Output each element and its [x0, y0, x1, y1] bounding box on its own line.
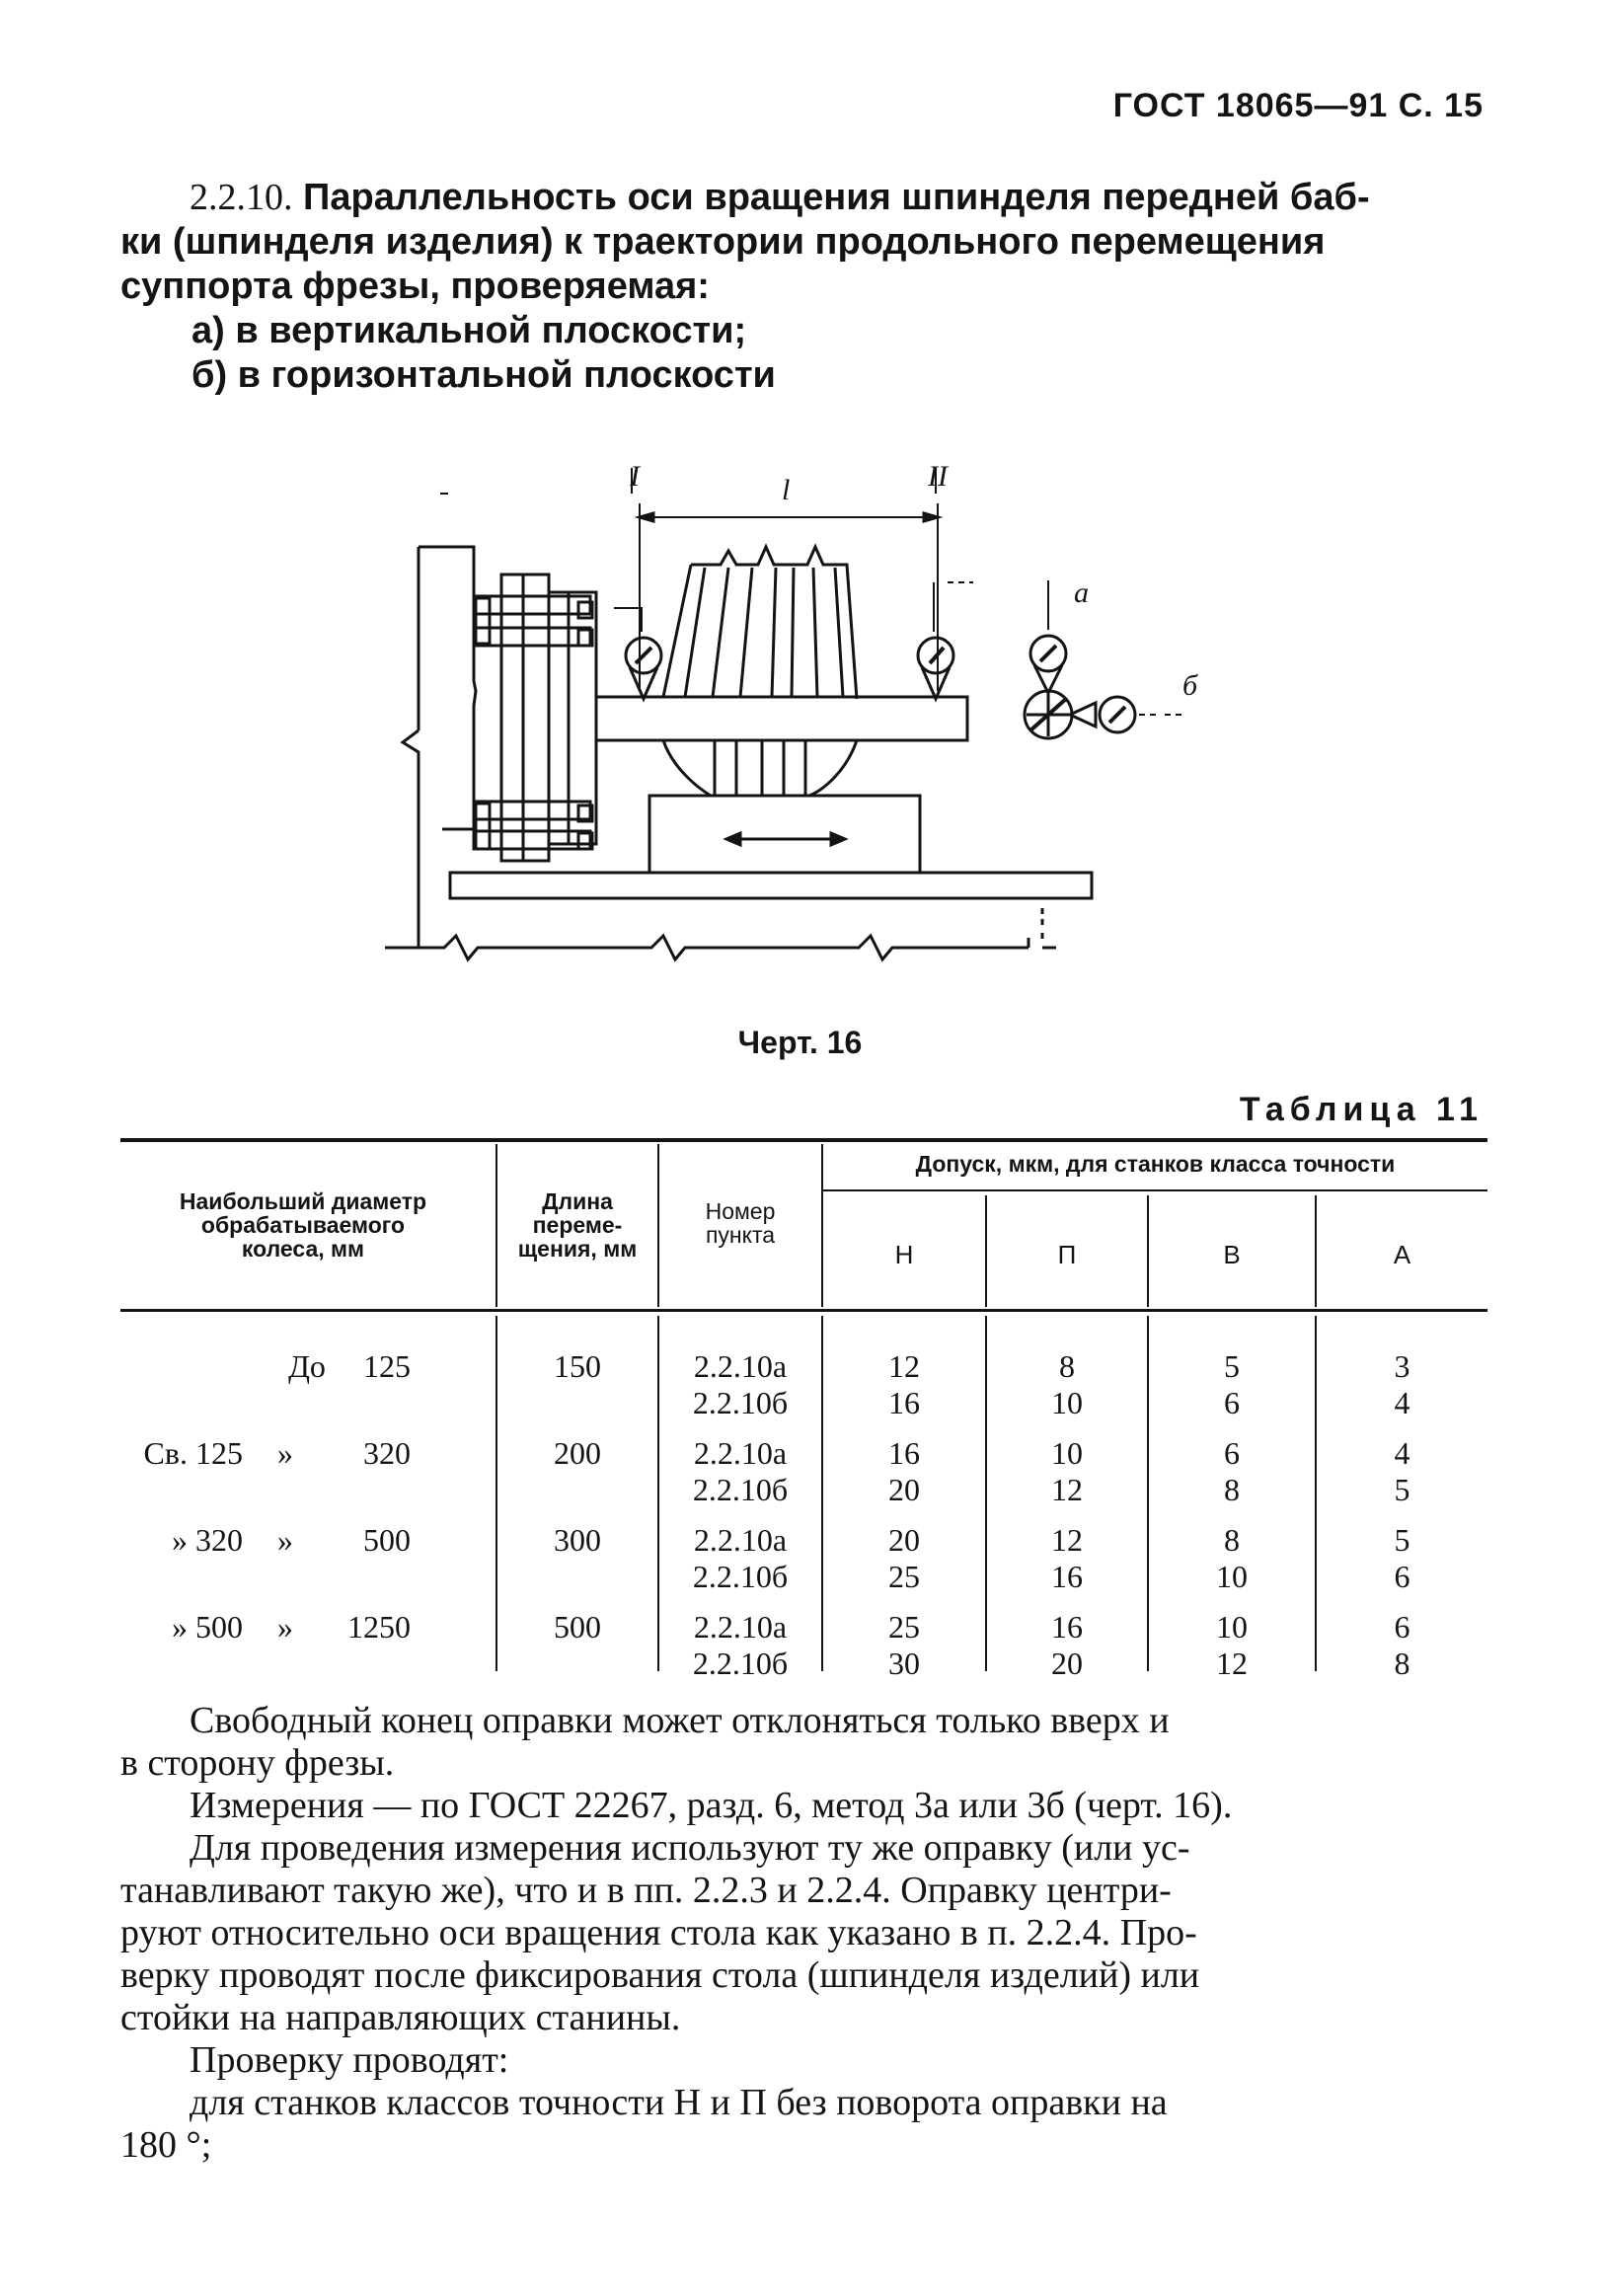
col-header-class-p: П [1057, 1240, 1077, 1269]
table-row-3-a: 5 6 [1394, 1522, 1410, 1594]
table-row-1-a: 3 4 [1394, 1348, 1410, 1420]
paragraph-2: Измерения — по ГОСТ 22267, разд. 6, метод 3а или 3б (черт. 16). [190, 1785, 1233, 1826]
paragraph-5-line-1: для станков классов точности Н и П без поворота оправки на [190, 2082, 1168, 2123]
break-line [385, 936, 1029, 959]
paragraph-3-line-4: верку проводят после фиксирования стола (шпинделя изделий) или [120, 1954, 1200, 1996]
table-row-3-v: 8 10 [1216, 1522, 1248, 1594]
paragraph-3-line-1: Для проведения измерения используют ту же оправку (или ус- [190, 1827, 1190, 1869]
bed [450, 873, 1092, 898]
label-pos2: II [928, 460, 948, 493]
table-top-rule [120, 1138, 1487, 1142]
col-header-diameter: Наибольший диаметр обрабатываемого колеса, мм [179, 1188, 427, 1262]
col-header-length: Длина переме- щения, мм [517, 1188, 638, 1262]
heading-item-b: б) в горизонтальной плоскости [191, 354, 776, 396]
table-row-4-a: 6 8 [1394, 1609, 1410, 1681]
table-row-4-v: 10 12 [1216, 1609, 1248, 1681]
label-a: а [1074, 576, 1089, 609]
table-row-3-h: 20 25 [888, 1522, 920, 1594]
table-row-1-v: 5 6 [1224, 1348, 1240, 1420]
table-row-3-points: 2.2.10а 2.2.10б [692, 1522, 789, 1594]
col-header-point: Номер пункта [705, 1198, 776, 1248]
technical-drawing [385, 434, 1224, 987]
table-row-1-p: 8 10 [1051, 1348, 1083, 1420]
paragraph-5-line-2: 180 °; [120, 2124, 212, 2166]
table-row-1-h: 12 16 [888, 1348, 920, 1420]
table-row-1-points: 2.2.10а 2.2.10б [692, 1348, 789, 1420]
table-title: Таблица 11 [1239, 1091, 1484, 1128]
table-row-3-length: 300 [554, 1522, 601, 1558]
col-header-class-v: В [1223, 1240, 1241, 1269]
tolerance-table: Наибольший диаметр обрабатываемого колеса, мм Длина переме- щения, мм Номер пункта Допуск, мкм, для станков класса точности Н П В А До 125 150 2.2.10а 2.2.10б 12 16 8 10 5 6 3 4 Св. 125 » 320 200 2.2.10а 2.2.10б 16 20 10 12 6 8 4 5 » 320 » 500 300 2.2.10а 2.2.10б 20 25 12 16 8 10 5 6 » 500 » 1250 500 2.2.10а 2.2.10б 25 30 16 20 10 12 6 8 [120, 1138, 1487, 1681]
table-row-2-h: 16 20 [888, 1435, 920, 1507]
paragraph-4: Проверку проводят: [190, 2039, 509, 2081]
column-wall [403, 547, 419, 948]
mandrel [596, 697, 967, 740]
table-header-rule [120, 1309, 1487, 1312]
page-header: ГОСТ 18065—91 С. 15 [1112, 87, 1484, 124]
table-row-2-length: 200 [554, 1435, 601, 1471]
col-header-class-h: Н [894, 1240, 914, 1269]
column-frame [419, 547, 476, 829]
table-row-2-a: 4 5 [1394, 1435, 1410, 1507]
label-pos1: I [630, 460, 640, 493]
label-b: б [1182, 669, 1198, 702]
table-row-2-v: 6 8 [1224, 1435, 1240, 1507]
table-row-2-points: 2.2.10а 2.2.10б [692, 1435, 789, 1507]
figure-caption: Черт. 16 [737, 1025, 863, 1060]
table-row-3-p: 12 16 [1051, 1522, 1083, 1594]
table-row-4-points: 2.2.10а 2.2.10б [692, 1609, 789, 1681]
heading-line-1: 2.2.10. Параллельность оси вращения шпинделя передней баб- [190, 177, 1370, 218]
table-row-2-p: 10 12 [1051, 1435, 1083, 1507]
paragraph-3-line-3: руют относительно оси вращения стола как указано в п. 2.2.4. Про- [120, 1912, 1197, 1953]
section-number: 2.2.10. [190, 177, 293, 218]
table-row-4-h: 25 30 [888, 1609, 920, 1681]
paragraph-3-line-5: стойки на направляющих станины. [120, 1997, 681, 2038]
heading-item-a: а) в вертикальной плоскости; [191, 310, 747, 351]
carriage [649, 796, 920, 873]
section-heading [120, 176, 1487, 398]
heading-line-2: ки (шпинделя изделия) к траектории продольного перемещения [120, 221, 1326, 263]
table-row-4-length: 500 [554, 1609, 601, 1645]
col-header-tolerance: Допуск, мкм, для станков класса точности [915, 1151, 1396, 1177]
label-length: l [782, 474, 791, 506]
table-row-1-length: 150 [554, 1348, 601, 1384]
col-header-class-a: А [1393, 1240, 1411, 1269]
paragraph-3-line-2: танавливают такую же), что и в пп. 2.2.3 и 2.2.4. Оправку центри- [120, 1870, 1172, 1911]
body-text [120, 1700, 1487, 2167]
paragraph-1-line-1: Свободный конец оправки может отклоняться только вверх и [190, 1700, 1170, 1741]
paragraph-1-line-2: в сторону фрезы. [120, 1742, 395, 1784]
heading-line-3: суппорта фрезы, проверяемая: [120, 266, 710, 307]
table-row-4-p: 16 20 [1051, 1609, 1083, 1681]
